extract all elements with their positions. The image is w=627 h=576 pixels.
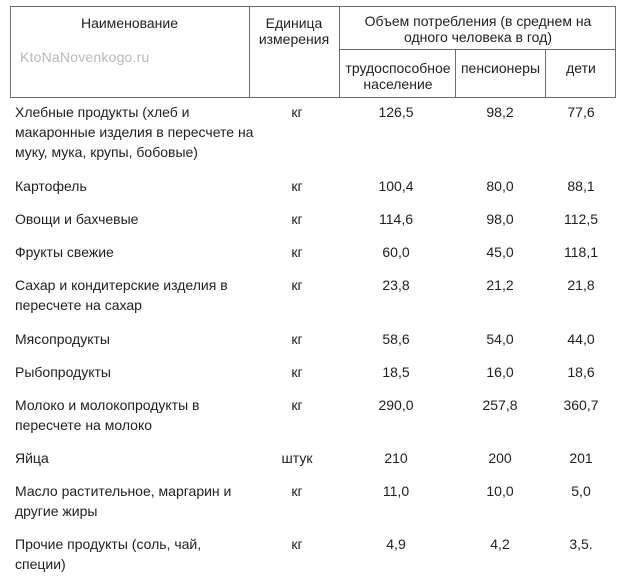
- row-unit: кг: [291, 536, 303, 552]
- row-pensioners: 16,0: [486, 364, 514, 380]
- row-working: 18,5: [382, 364, 410, 380]
- row-pensioners: 98,0: [486, 211, 514, 227]
- row-children: 5,0: [571, 483, 591, 499]
- header-unit: Единица измерения: [258, 15, 330, 47]
- row-children: 360,7: [563, 397, 599, 413]
- row-pensioners: 98,2: [486, 104, 514, 120]
- row-working: 60,0: [382, 244, 410, 260]
- header-subdivider: [339, 49, 616, 50]
- header-border-right: [615, 6, 616, 98]
- row-children: 44,0: [567, 331, 595, 347]
- header-border-top: [10, 6, 616, 7]
- row-working: 210: [384, 450, 408, 466]
- row-name: Хлебные продукты (хлеб и макаронные изделия в пересчете на муку, мука, крупы, бобовые): [15, 104, 254, 160]
- row-pensioners: 21,2: [486, 277, 514, 293]
- row-pensioners: 257,8: [482, 397, 518, 413]
- row-name: Фрукты свежие: [15, 244, 114, 260]
- row-pensioners: 54,0: [486, 331, 514, 347]
- row-working: 4,9: [386, 536, 406, 552]
- row-unit: кг: [291, 211, 303, 227]
- row-unit: кг: [291, 244, 303, 260]
- row-pensioners: 4,2: [490, 536, 510, 552]
- header-pensioners: пенсионеры: [460, 60, 541, 76]
- row-unit: штук: [281, 450, 313, 466]
- row-unit: кг: [291, 331, 303, 347]
- header-name: Наименование: [80, 15, 179, 31]
- row-unit: кг: [291, 178, 303, 194]
- row-name: Картофель: [15, 178, 87, 194]
- header-divider-1: [249, 6, 250, 98]
- row-name: Прочие продукты (соль, чай, специи): [15, 536, 202, 572]
- row-children: 112,5: [564, 211, 598, 227]
- row-children: 118,1: [564, 244, 598, 260]
- row-children: 88,1: [567, 178, 595, 194]
- header-children: дети: [566, 60, 596, 76]
- row-unit: кг: [291, 104, 303, 120]
- row-children: 77,6: [567, 104, 595, 120]
- row-name: Яйца: [15, 450, 49, 466]
- row-name: Овощи и бахчевые: [15, 211, 139, 227]
- row-working: 126,5: [378, 104, 414, 120]
- row-unit: кг: [291, 364, 303, 380]
- row-working: 290,0: [378, 397, 414, 413]
- row-pensioners: 45,0: [486, 244, 514, 260]
- row-name: Молоко и молокопродукты в пересчете на молоко: [15, 397, 200, 433]
- row-pensioners: 80,0: [486, 178, 514, 194]
- watermark-text: KtoNaNovenkogo.ru: [20, 49, 150, 65]
- row-working: 58,6: [382, 331, 410, 347]
- row-working: 11,0: [382, 483, 410, 499]
- row-working: 114,6: [379, 211, 413, 227]
- row-unit: кг: [291, 277, 303, 293]
- row-pensioners: 10,0: [486, 483, 514, 499]
- row-pensioners: 200: [488, 450, 512, 466]
- header-border-bottom: [10, 97, 616, 98]
- header-consumption: Объем потребления (в среднем на одного человека в год): [364, 13, 592, 45]
- row-children: 21,8: [567, 277, 595, 293]
- row-unit: кг: [291, 483, 303, 499]
- row-name: Мясопродукты: [15, 331, 110, 347]
- row-children: 3,5.: [569, 536, 593, 552]
- row-children: 18,6: [567, 364, 595, 380]
- row-working: 100,4: [378, 178, 414, 194]
- row-name: Сахар и кондитерские изделия в пересчете на сахар: [15, 277, 228, 313]
- header-working: трудоспособное население: [345, 60, 451, 92]
- row-unit: кг: [291, 397, 303, 413]
- header-divider-2: [339, 6, 340, 98]
- row-name: Рыбопродукты: [15, 364, 111, 380]
- row-name: Масло растительное, маргарин и другие жиры: [15, 483, 232, 519]
- row-working: 23,8: [382, 277, 410, 293]
- row-children: 201: [569, 450, 593, 466]
